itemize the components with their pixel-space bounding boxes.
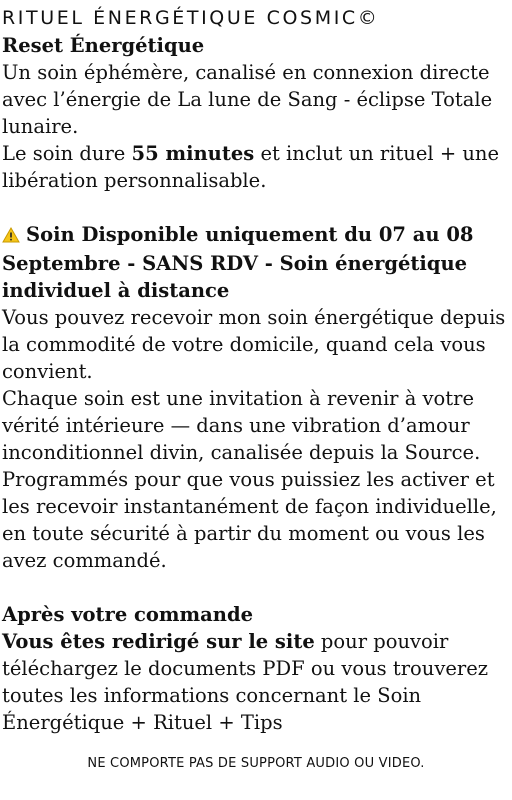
- warning-icon: [2, 223, 20, 250]
- page-header: RITUEL ÉNERGÉTIQUE COSMIC©: [2, 7, 380, 29]
- duration-text: Le soin dure 55 minutes et inclut un rituel + une libération personnalisable.: [2, 142, 500, 192]
- description: [0, 32, 512, 736]
- programming-text: Programmés pour que vous puissiez les activer et les recevoir instantanément de façon individuelle, en toute sécurité à partir du moment ou vous les avez commandé.: [2, 468, 497, 572]
- invitation-text: Chaque soin est une invitation à revenir à votre vérité intérieure — dans une vibration d’amour inconditionnel divin, canalisée depuis la Source.: [2, 387, 481, 464]
- remote-text: Vous pouvez recevoir mon soin énergétique depuis la commodité de votre domicile, quand cela vous convient.: [2, 306, 506, 383]
- availability-title: Soin Disponible uniquement du 07 au 08 Septembre - SANS RDV - Soin énergétique individuel à distance: [2, 223, 474, 302]
- redirect-lead: Vous êtes redirigé sur le site: [2, 630, 315, 653]
- after-order-text: Vous êtes redirigé sur le site pour pouvoir téléchargez le documents PDF ou vous trouverez toutes les informations concernant le Soin Énergétique + Rituel + Tips: [2, 630, 489, 734]
- footer-note: NE COMPORTE PAS DE SUPPORT AUDIO OU VIDEO.: [87, 756, 425, 771]
- duration-value: 55 minutes: [131, 142, 255, 165]
- section-title-reset: Reset Énergétique: [2, 34, 205, 57]
- after-order-title: Après votre commande: [2, 603, 254, 626]
- intro-text: Un soin éphémère, canalisé en connexion directe avec l’énergie de La lune de Sang - éclipse Totale lunaire.: [2, 61, 493, 138]
